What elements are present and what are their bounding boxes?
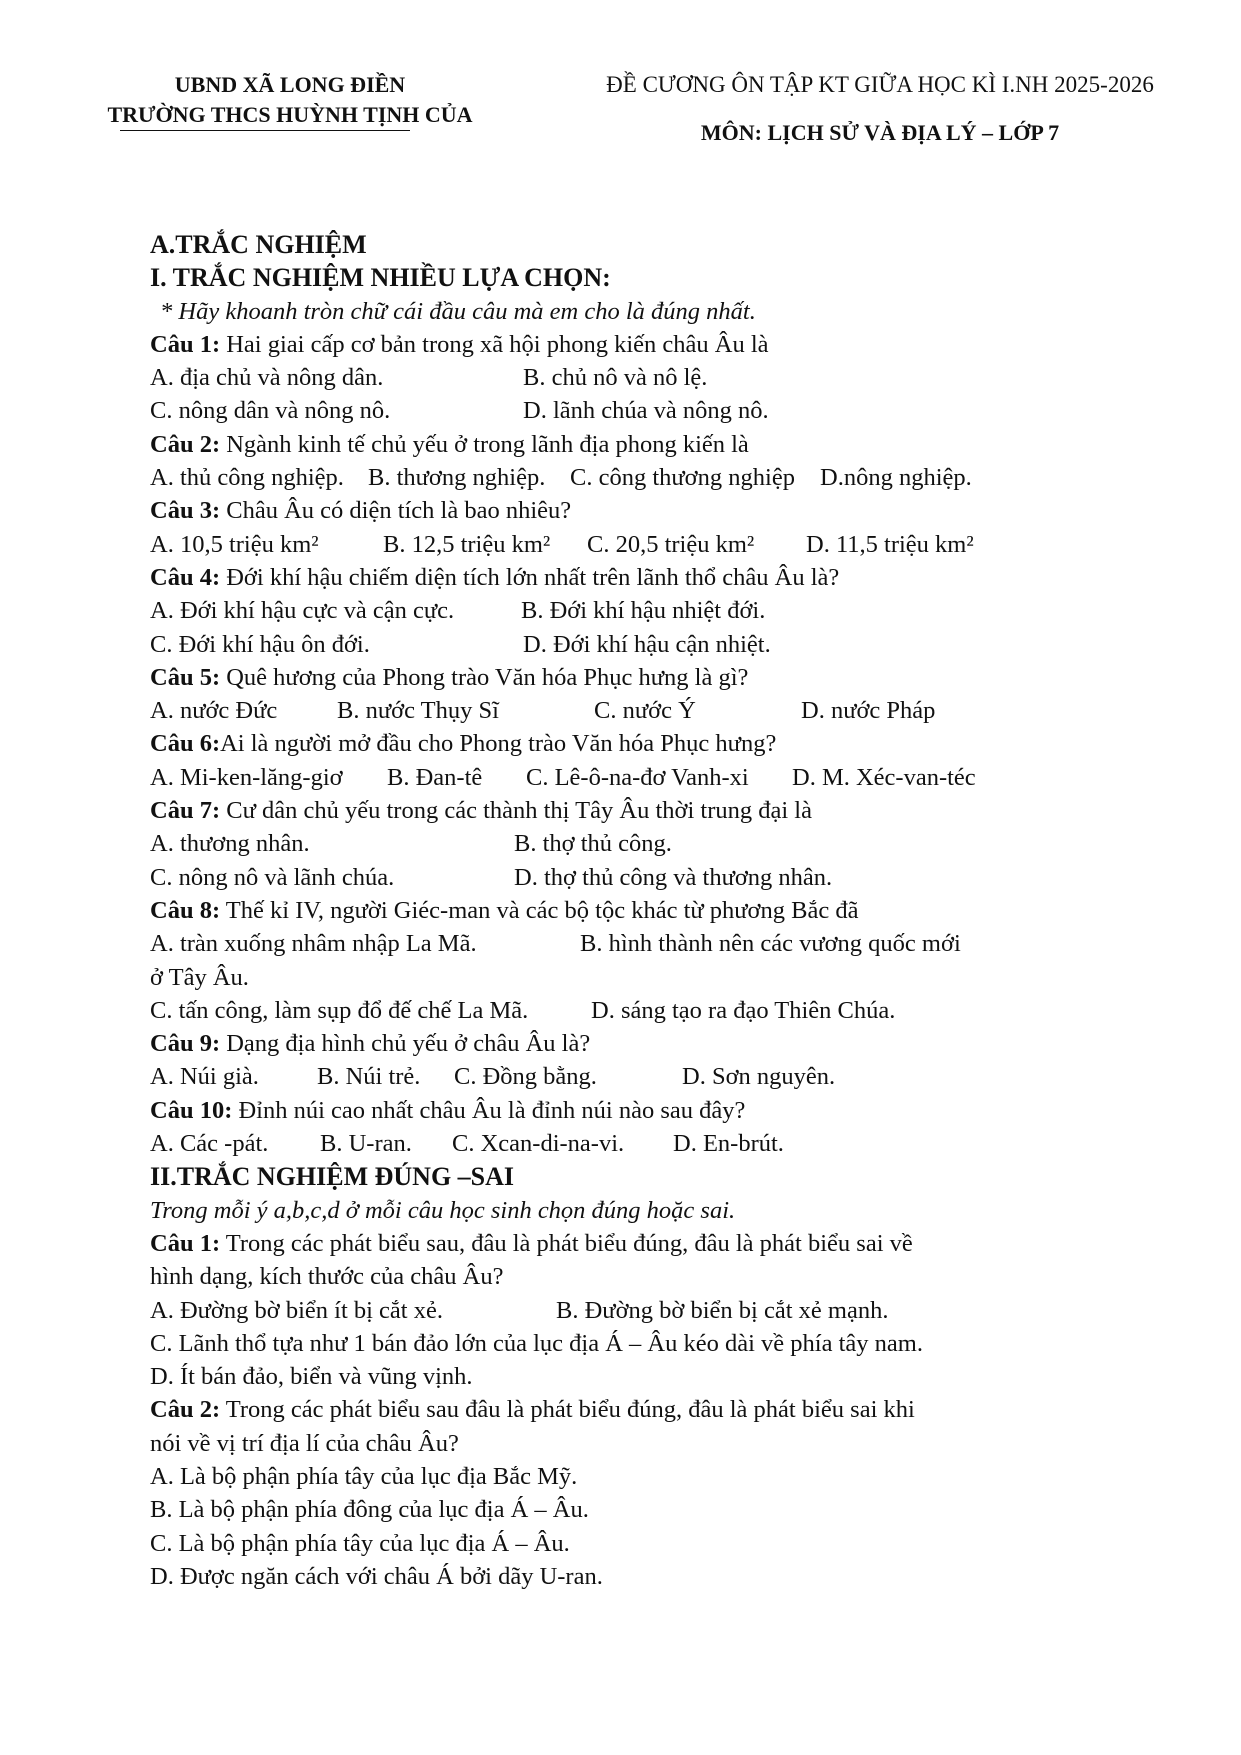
question-label: Câu 4: xyxy=(150,563,221,591)
question-7 xyxy=(150,794,1150,827)
question-6 xyxy=(150,727,1150,760)
mc-section-title: I. TRẮC NGHIỆM NHIỀU LỰA CHỌN: xyxy=(150,263,611,293)
question-label: Câu 10: xyxy=(150,1096,233,1124)
header-right xyxy=(550,70,1210,148)
option-d: D. M. Xéc-van-téc xyxy=(792,763,976,791)
question-label: Câu 1: xyxy=(150,330,221,358)
option-c: C. nông nô và lãnh chúa. xyxy=(150,863,395,891)
question-10 xyxy=(150,1094,1150,1127)
option-d: D.nông nghiệp. xyxy=(820,464,972,492)
question-5 xyxy=(150,661,1150,694)
statement-d: D. Ít bán đảo, biển và vũng vịnh. xyxy=(150,1363,473,1391)
question-label: Câu 5: xyxy=(150,663,221,691)
question-label: Câu 8: xyxy=(150,896,221,924)
subject-title: MÔN: LỊCH SỬ VÀ ĐỊA LÝ – LỚP 7 xyxy=(700,120,1060,145)
option-a: A. Mi-ken-lăng-giơ xyxy=(150,763,343,791)
question-text: Dạng địa hình chủ yếu ở châu Âu là? xyxy=(220,1030,591,1058)
option-b: B. Núi trẻ. xyxy=(317,1063,421,1091)
statement-d: D. Được ngăn cách với châu Á bởi dãy U-ran. xyxy=(150,1562,603,1590)
option-c: C. công thương nghiệp xyxy=(570,464,795,492)
tf-section-title: II.TRẮC NGHIỆM ĐÚNG –SAI xyxy=(150,1162,515,1192)
statement-c: C. Lãnh thổ tựa như 1 bán đảo lớn của lục địa Á – Âu kéo dài về phía tây nam. xyxy=(150,1329,923,1357)
question-label: Câu 9: xyxy=(150,1030,221,1058)
option-b-continuation: ở Tây Âu. xyxy=(150,963,249,991)
question-label: Câu 7: xyxy=(150,797,221,825)
option-b: B. 12,5 triệu km² xyxy=(383,530,551,558)
option-b: B. thợ thủ công. xyxy=(514,830,672,858)
question-1 xyxy=(150,328,1150,361)
option-d: D. Đới khí hậu cận nhiệt. xyxy=(523,630,771,658)
option-b: B. Đan-tê xyxy=(387,763,483,791)
options-row xyxy=(150,1060,1150,1093)
question-text-continuation: nói về vị trí địa lí của châu Âu? xyxy=(150,1429,459,1457)
question-2 xyxy=(150,428,1150,461)
tf-instruction: Trong mỗi ý a,b,c,d ở mỗi câu học sinh chọn đúng hoặc sai. xyxy=(150,1196,736,1224)
question-text: Châu Âu có diện tích là bao nhiêu? xyxy=(220,497,572,525)
header-underline xyxy=(120,130,410,131)
part-a-title: A.TRẮC NGHIỆM xyxy=(150,230,367,259)
option-d: D. En-brút. xyxy=(673,1130,784,1158)
question-label: Câu 1: xyxy=(150,1229,221,1257)
options-row xyxy=(150,361,1150,394)
option-a: A. địa chủ và nông dân. xyxy=(150,364,384,392)
question-text: Cư dân chủ yếu trong các thành thị Tây Âu thời trung đại là xyxy=(220,797,812,825)
statement-b: B. Đường bờ biển bị cắt xẻ mạnh. xyxy=(556,1296,889,1324)
option-a: A. thương nhân. xyxy=(150,830,310,858)
question-text-continuation: hình dạng, kích thước của châu Âu? xyxy=(150,1263,504,1291)
document-body xyxy=(150,228,1150,1593)
question-text: Thế kỉ IV, người Giéc-man và các bộ tộc khác từ phương Bắc đã xyxy=(220,896,859,924)
option-b: B. hình thành nên các vương quốc mới xyxy=(580,930,961,958)
option-a: A. Núi già. xyxy=(150,1063,259,1091)
question-text: Hai giai cấp cơ bản trong xã hội phong kiến châu Âu là xyxy=(220,330,769,358)
question-label: Câu 6: xyxy=(150,730,221,758)
question-text: Quê hương của Phong trào Văn hóa Phục hưng là gì? xyxy=(220,663,749,691)
options-row xyxy=(150,1294,1150,1327)
option-d: D. sáng tạo ra đạo Thiên Chúa. xyxy=(591,996,896,1024)
option-c: C. nông dân và nông nô. xyxy=(150,397,391,425)
option-c: C. tấn công, làm sụp đổ đế chế La Mã. xyxy=(150,996,529,1024)
statement-a: A. Đường bờ biển ít bị cắt xẻ. xyxy=(150,1296,443,1324)
option-a: A. nước Đức xyxy=(150,697,278,725)
options-row xyxy=(150,861,1150,894)
statement-a: A. Là bộ phận phía tây của lục địa Bắc Mỹ. xyxy=(150,1462,578,1490)
option-c: C. Xcan-di-na-vi. xyxy=(452,1130,625,1158)
option-b: B. thương nghiệp. xyxy=(368,464,546,492)
question-label: Câu 2: xyxy=(150,1396,221,1424)
option-a: A. thủ công nghiệp. xyxy=(150,464,344,492)
option-d: D. 11,5 triệu km² xyxy=(806,530,974,558)
options-row xyxy=(150,528,1150,561)
question-text: Trong các phát biểu sau, đâu là phát biểu đúng, đâu là phát biểu sai về xyxy=(220,1229,913,1257)
option-c: C. Đới khí hậu ôn đới. xyxy=(150,630,370,658)
option-d: D. nước Pháp xyxy=(801,697,936,725)
option-a: A. tràn xuống nhâm nhập La Mã. xyxy=(150,930,477,958)
option-c: C. nước Ý xyxy=(594,697,696,725)
question-text: Ngành kinh tế chủ yếu ở trong lãnh địa phong kiến là xyxy=(220,430,749,458)
question-text: Đỉnh núi cao nhất châu Âu là đỉnh núi nào sau đây? xyxy=(232,1096,746,1124)
options-row xyxy=(150,827,1150,860)
option-a: A. Đới khí hậu cực và cận cực. xyxy=(150,597,455,625)
question-text: Đới khí hậu chiếm diện tích lớn nhất trên lãnh thổ châu Âu là? xyxy=(220,563,840,591)
school-name: TRƯỜNG THCS HUỲNH TỊNH CỦA xyxy=(107,102,473,127)
tf-question-2 xyxy=(150,1393,1150,1426)
option-d: D. Sơn nguyên. xyxy=(682,1063,836,1091)
option-b: B. Đới khí hậu nhiệt đới. xyxy=(521,597,766,625)
question-4 xyxy=(150,561,1150,594)
question-label: Câu 3: xyxy=(150,497,221,525)
question-text: Trong các phát biểu sau đâu là phát biểu đúng, đâu là phát biểu sai khi xyxy=(220,1396,915,1424)
statement-c: C. Là bộ phận phía tây của lục địa Á – Âu. xyxy=(150,1529,570,1557)
statement-b: B. Là bộ phận phía đông của lục địa Á – Âu. xyxy=(150,1496,589,1524)
option-c: C. Đồng bằng. xyxy=(454,1063,597,1091)
option-b: B. nước Thụy Sĩ xyxy=(337,697,499,725)
options-row xyxy=(150,1127,1150,1160)
option-d: D. thợ thủ công và thương nhân. xyxy=(514,863,833,891)
question-3 xyxy=(150,494,1150,527)
options-row xyxy=(150,994,1150,1027)
option-b: B. chủ nô và nô lệ. xyxy=(523,364,708,392)
options-row xyxy=(150,394,1150,427)
options-row xyxy=(150,927,1150,960)
option-b: B. U-ran. xyxy=(320,1130,412,1158)
mc-instruction: * Hãy khoanh tròn chữ cái đầu câu mà em cho là đúng nhất. xyxy=(160,297,756,325)
options-row xyxy=(150,594,1150,627)
question-text: Ai là người mở đầu cho Phong trào Văn hóa Phục hưng? xyxy=(220,730,777,758)
authority-name: UBND XÃ LONG ĐIỀN xyxy=(174,72,406,97)
question-label: Câu 2: xyxy=(150,430,221,458)
option-a: A. 10,5 triệu km² xyxy=(150,530,319,558)
tf-question-1 xyxy=(150,1227,1150,1260)
option-a: A. Các -pát. xyxy=(150,1130,269,1158)
header-left xyxy=(60,70,520,131)
option-c: C. Lê-ô-na-đơ Vanh-xi xyxy=(526,763,749,791)
options-row xyxy=(150,461,1150,494)
options-row xyxy=(150,694,1150,727)
option-d: D. lãnh chúa và nông nô. xyxy=(523,397,769,425)
option-c: C. 20,5 triệu km² xyxy=(587,530,755,558)
question-8 xyxy=(150,894,1150,927)
document-title: ĐỀ CƯƠNG ÔN TẬP KT GIỮA HỌC KÌ I.NH 2025-2026 xyxy=(606,72,1154,97)
options-row xyxy=(150,761,1150,794)
options-row xyxy=(150,628,1150,661)
question-9 xyxy=(150,1027,1150,1060)
